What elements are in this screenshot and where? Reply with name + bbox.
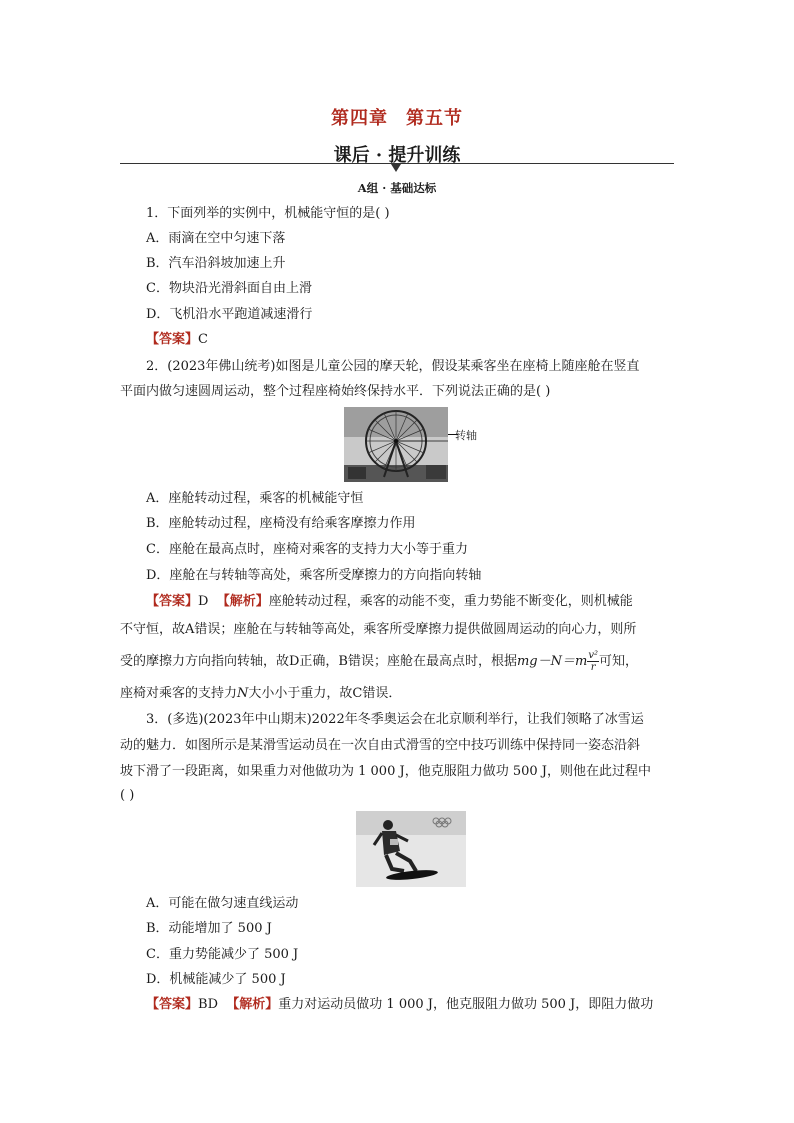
q1-stem: 1．下面列举的实例中，机械能守恒的是( ) [146, 206, 390, 221]
chapter-label: 第四章 [331, 108, 388, 129]
q3-answer [146, 995, 686, 1015]
analysis-text: 重力对运动员做功 1 000 J，他克服阻力做功 500 J，即阻力做功 [278, 997, 654, 1012]
formula-denominator: r [590, 662, 596, 673]
q2-option-a: A．座舱转动过程，乘客的机械能守恒 [146, 491, 364, 506]
formula-fraction [587, 650, 599, 673]
q2-analysis-line4 [120, 684, 680, 704]
answer-tag: 【答案】 [146, 997, 199, 1012]
ferris-wheel-photo [344, 407, 448, 482]
formula-n: N [237, 686, 249, 701]
answer-tag: 【答案】 [146, 594, 199, 609]
analysis-text: 座椅对乘客的支持力 [120, 686, 238, 701]
answer-value: BD [198, 997, 218, 1012]
q3-option-b: B．动能增加了 500 J [146, 921, 272, 936]
formula-numerator: v² [588, 650, 599, 661]
analysis-text: 受的摩擦力方向指向转轴，故D正确，B错误；座舱在最高点时，根据 [120, 654, 517, 669]
answer-tag: 【答案】 [146, 332, 199, 347]
q3-option-c: C．重力势能减少了 500 J [146, 947, 299, 962]
page-subtitle: 课后 · 提升训练 [333, 145, 461, 166]
q2-answer [146, 592, 686, 612]
analysis-tag: 【解析】 [226, 997, 279, 1012]
formula-lhs: mg－N＝m [516, 654, 588, 669]
q3-option-a: A．可能在做匀速直线运动 [146, 896, 299, 911]
q2-option-c: C．座舱在最高点时，座椅对乘客的支持力大小等于重力 [146, 542, 468, 557]
q3-stem-line2: 动的魅力．如图所示是某滑雪运动员在一次自由式滑雪的空中技巧训练中保持同一姿态沿斜 [120, 738, 641, 753]
answer-value: D [198, 594, 209, 609]
snowboarder-photo [356, 811, 466, 887]
triangle-marker-icon [391, 164, 401, 172]
q1-option-a: A．雨滴在空中匀速下落 [146, 231, 286, 246]
analysis-text: 可知， [599, 654, 639, 669]
q1-answer [146, 330, 686, 350]
answer-value: C [198, 332, 208, 347]
q3-stem-line4: ( ) [120, 788, 135, 803]
q2-stem-line2: 平面内做匀速圆周运动，整个过程座椅始终保持水平．下列说法正确的是( ) [120, 384, 551, 399]
q3-stem-line3: 坡下滑了一段距离，如果重力对他做功为 1 000 J，他克服阻力做功 500 J，则他在此过程中 [120, 764, 651, 779]
axis-label: 转轴 [455, 429, 477, 442]
chapter-title [0, 104, 794, 130]
q2-stem-line1: 2．(2023年佛山统考)如图是儿童公园的摩天轮，假设某乘客坐在座椅上随座舱在竖直 [146, 359, 640, 374]
q2-option-b: B．座舱转动过程，座椅没有给乘客摩擦力作用 [146, 516, 416, 531]
q2-analysis-line2: 不守恒，故A错误；座舱在与转轴等高处，乘客所受摩擦力提供做圆周运动的向心力，则所 [120, 622, 637, 637]
q1-option-b: B．汽车沿斜坡加速上升 [146, 256, 286, 271]
q2-option-d: D．座舱在与转轴等高处，乘客所受摩擦力的方向指向转轴 [146, 568, 482, 583]
q3-option-d: D．机械能减少了 500 J [146, 972, 286, 987]
q1-option-d: D．飞机沿水平跑道减速滑行 [146, 307, 313, 322]
q2-analysis-line3 [120, 650, 680, 673]
analysis-text: 大小小于重力，故C错误． [248, 686, 402, 701]
analysis-tag: 【解析】 [216, 594, 269, 609]
q1-option-c: C．物块沿光滑斜面自由上滑 [146, 281, 312, 296]
q3-stem-line1: 3．(多选)(2023年中山期末)2022年冬季奥运会在北京顺利举行，让我们领略了冰雪运 [146, 712, 644, 727]
group-heading: A组 · 基础达标 [357, 181, 437, 195]
analysis-text: 座舱转动过程，乘客的动能不变，重力势能不断变化，则机械能 [268, 594, 633, 609]
section-label: 第五节 [406, 108, 463, 129]
